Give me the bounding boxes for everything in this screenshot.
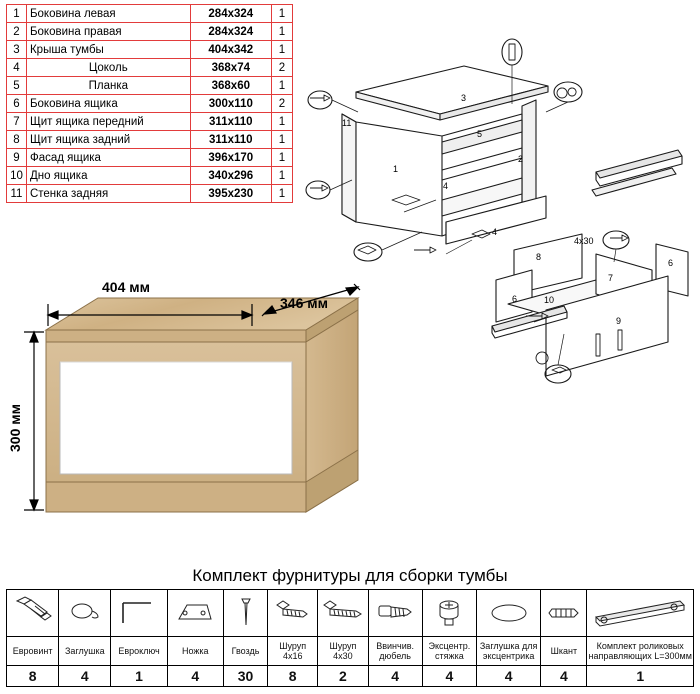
hardware-count: 4	[368, 666, 422, 687]
hardware-count: 30	[223, 666, 267, 687]
hardware-section-title: Комплект фурнитуры для сборки тумбы	[192, 566, 508, 585]
part-name: Планка	[26, 77, 190, 95]
cam-cap-icon	[477, 590, 541, 637]
exploded-label-7: 7	[608, 273, 614, 283]
hardware-label-row	[7, 637, 694, 666]
part-name: Стенка задняя	[26, 185, 190, 203]
part-number: 4	[7, 59, 27, 77]
hardware-label: Шкант	[541, 637, 587, 666]
exploded-label-4: 4	[443, 181, 449, 191]
hardware-count: 2	[318, 666, 368, 687]
hardware-table	[6, 589, 694, 687]
hardware-count: 4	[477, 666, 541, 687]
depth-dimension-label: 346 мм	[280, 295, 328, 311]
part-number: 1	[7, 5, 27, 23]
part-name: Боковина правая	[26, 23, 190, 41]
part-dimension: 368х60	[190, 77, 271, 95]
hardware-label: Гвоздь	[223, 637, 267, 666]
part-dimension: 284х324	[190, 5, 271, 23]
hardware-label: Эксцентр. стяжка	[422, 637, 476, 666]
hardware-label: Ввинчив. дюбель	[368, 637, 422, 666]
part-name: Боковина левая	[26, 5, 190, 23]
hardware-count: 1	[111, 666, 167, 687]
part-quantity: 2	[271, 59, 292, 77]
euro-key-icon	[111, 590, 167, 637]
hardware-count: 4	[422, 666, 476, 687]
table-row	[7, 59, 293, 77]
part-dimension: 395х230	[190, 185, 271, 203]
part-dimension: 404х342	[190, 41, 271, 59]
exploded-label-6r: 6	[668, 258, 674, 268]
exploded-label-11: 11	[342, 118, 352, 128]
euro-screw-icon	[7, 590, 59, 637]
exploded-label-2: 2	[518, 154, 524, 164]
hardware-label: Комплект роликовых направляющих L=300мм	[587, 637, 694, 666]
height-dimension-label: 300 мм	[7, 404, 23, 452]
part-dimension: 300х110	[190, 95, 271, 113]
screw-dowel-icon	[368, 590, 422, 637]
exploded-label-4b: 4	[492, 227, 498, 237]
part-quantity: 1	[271, 113, 292, 131]
part-quantity: 2	[271, 95, 292, 113]
hardware-label: Шуруп 4х16	[268, 637, 318, 666]
part-quantity: 1	[271, 5, 292, 23]
screw-4x30-icon	[318, 590, 368, 637]
table-row	[7, 41, 293, 59]
part-dimension: 284х324	[190, 23, 271, 41]
hardware-label: Ножка	[167, 637, 223, 666]
exploded-label-3: 3	[461, 93, 467, 103]
screw-4x16-icon	[268, 590, 318, 637]
parts-table	[6, 4, 293, 203]
part-number: 5	[7, 77, 27, 95]
hardware-count: 4	[541, 666, 587, 687]
part-name: Дно ящика	[26, 167, 190, 185]
width-dimension-label: 404 мм	[102, 279, 150, 295]
table-row	[7, 5, 293, 23]
part-name: Щит ящика задний	[26, 131, 190, 149]
hardware-count-row	[7, 666, 694, 687]
cap-icon	[59, 590, 111, 637]
hardware-label: Заглушка для эксцентрика	[477, 637, 541, 666]
table-row	[7, 23, 293, 41]
hardware-label: Евроключ	[111, 637, 167, 666]
hardware-count: 8	[7, 666, 59, 687]
part-name: Боковина ящика	[26, 95, 190, 113]
part-number: 9	[7, 149, 27, 167]
hardware-label: Шуруп 4х30	[318, 637, 368, 666]
part-number: 7	[7, 113, 27, 131]
foot-icon	[167, 590, 223, 637]
part-number: 11	[7, 185, 27, 203]
table-row	[7, 185, 293, 203]
part-quantity: 1	[271, 167, 292, 185]
hardware-label: Евровинт	[7, 637, 59, 666]
dimensioned-product-view	[6, 270, 386, 560]
exploded-label-5: 5	[477, 129, 483, 139]
part-dimension: 311х110	[190, 131, 271, 149]
table-row	[7, 95, 293, 113]
part-number: 3	[7, 41, 27, 59]
part-dimension: 340х296	[190, 167, 271, 185]
hardware-count: 1	[587, 666, 694, 687]
part-quantity: 1	[271, 131, 292, 149]
part-quantity: 1	[271, 149, 292, 167]
table-row	[7, 149, 293, 167]
part-name: Щит ящика передний	[26, 113, 190, 131]
cam-lock-icon	[422, 590, 476, 637]
part-quantity: 1	[271, 41, 292, 59]
part-name: Фасад ящика	[26, 149, 190, 167]
table-row	[7, 131, 293, 149]
drawer-slide-icon	[587, 590, 694, 637]
part-dimension: 311х110	[190, 113, 271, 131]
part-number: 6	[7, 95, 27, 113]
part-dimension: 396х170	[190, 149, 271, 167]
exploded-label-6l: 6	[512, 294, 518, 304]
exploded-label-1: 1	[393, 164, 399, 174]
part-name: Крыша тумбы	[26, 41, 190, 59]
part-quantity: 1	[271, 77, 292, 95]
part-name: Цоколь	[26, 59, 190, 77]
hardware-count: 4	[167, 666, 223, 687]
hardware-count: 4	[59, 666, 111, 687]
table-row	[7, 77, 293, 95]
part-number: 8	[7, 131, 27, 149]
hardware-label: Заглушка	[59, 637, 111, 666]
nail-icon	[223, 590, 267, 637]
table-row	[7, 113, 293, 131]
exploded-label-8: 8	[536, 252, 542, 262]
exploded-label-4x30: 4х30	[574, 236, 594, 246]
exploded-label-10: 10	[544, 295, 555, 305]
part-quantity: 1	[271, 185, 292, 203]
part-dimension: 368х74	[190, 59, 271, 77]
hardware-count: 8	[268, 666, 318, 687]
part-number: 10	[7, 167, 27, 185]
part-number: 2	[7, 23, 27, 41]
exploded-label-9: 9	[616, 316, 622, 326]
hardware-icon-row	[7, 590, 694, 637]
dowel-icon	[541, 590, 587, 637]
part-quantity: 1	[271, 23, 292, 41]
table-row	[7, 167, 293, 185]
